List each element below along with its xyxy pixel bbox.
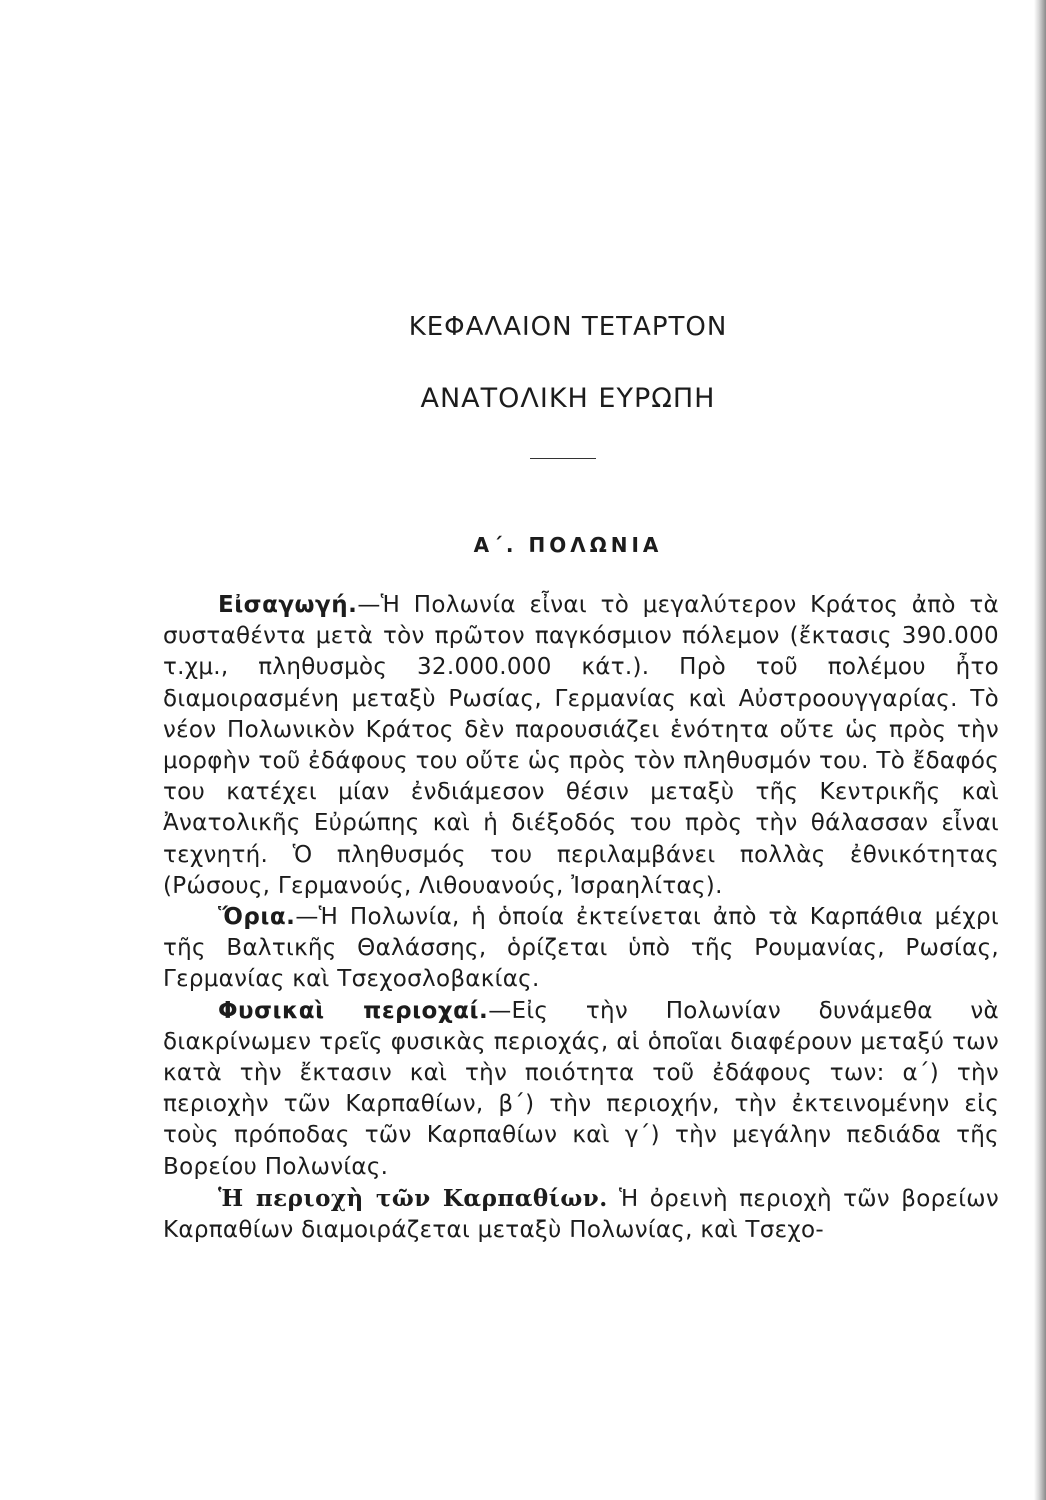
paragraph-text: Ἡ ὀρεινὴ περιοχὴ τῶν βορείων Καρπαθίων διαμοιράζεται μεταξὺ Πολωνίας, καὶ Τσεχο- bbox=[163, 1185, 999, 1244]
page-edge-shadow bbox=[1034, 0, 1046, 1500]
section-heading: Α΄. ΠΟΛΩΝΙΑ bbox=[473, 533, 663, 557]
paragraph-text: —Ἡ Πολωνία, ἡ ὁποία ἐκτείνεται ἀπὸ τὰ Καρπάθια μέχρι τῆς Βαλτικῆς Θαλάσσης, ὁρίζεται ὑπὸ τῆς Ρουμανίας, Ρωσίας, Γερμανίας καὶ Τσεχοσλοβακίας. bbox=[163, 904, 999, 993]
paragraph-text: —Εἰς τὴν Πολωνίαν δυνάμεθα νὰ διακρίνωμεν τρεῖς φυσικὰς περιοχάς, αἱ ὁποῖαι διαφέρουν μεταξύ των κατὰ τὴν ἔκτασιν καὶ τὴν ποιότητα τοῦ ἐδάφους των: α΄) τὴν περιοχὴν τῶν Καρπαθίων, β΄) τὴν περιοχήν, τὴν ἐκτεινομένην εἰς τοὺς πρόποδας τῶν Καρπαθίων καὶ γ΄) τὴν μεγάλην πεδιάδα τῆς Βορείου Πολωνίας. bbox=[163, 997, 999, 1180]
paragraph-borders bbox=[163, 902, 999, 996]
title-divider bbox=[530, 458, 596, 459]
paragraph-lead: Εἰσαγωγή. bbox=[218, 592, 358, 618]
chapter-label: ΚΕΦΑΛΑΙΟΝ ΤΕΤΑΡΤΟΝ bbox=[408, 312, 728, 342]
paragraph-carpathian-region bbox=[163, 1183, 999, 1246]
paragraph-lead: Ἡ περιοχὴ τῶν Καρπαθίων. bbox=[218, 1184, 608, 1212]
paragraph-lead: Φυσικαὶ περιοχαί. bbox=[218, 997, 489, 1024]
body-text bbox=[163, 590, 999, 1246]
paragraph-natural-regions bbox=[163, 996, 999, 1183]
paragraph-lead: Ὅρια. bbox=[218, 904, 296, 931]
chapter-title: ΑΝΑΤΟΛΙΚΗ ΕΥΡΩΠΗ bbox=[420, 383, 716, 414]
paragraph-introduction bbox=[163, 590, 999, 902]
paragraph-text: —Ἡ Πολωνία εἶναι τὸ μεγαλύτερον Κράτος ἀπὸ τὰ συσταθέντα μετὰ τὸν πρῶτον παγκόσμιον πόλεμον (ἔκτασις 390.000 τ.χμ., πληθυσμὸς 32.000.000 κάτ.). Πρὸ τοῦ πολέμου ἦτο διαμοιρασμένη μεταξὺ Ρωσίας, Γερμανίας καὶ Αὐστροουγγαρίας. Τὸ νέον Πολωνικὸν Κράτος δὲν παρουσιάζει ἑνότητα οὔτε ὡς πρὸς τὴν μορφὴν τοῦ ἐδάφους του οὔτε ὡς πρὸς τὸν πληθυσμόν του. Τὸ ἔδαφός του κατέχει μίαν ἐνδιάμεσον θέσιν μεταξὺ τῆς Κεντρικῆς καὶ Ἀνατολικῆς Εὐρώπης καὶ ἡ διέξοδός του πρὸς τὴν θάλασσαν εἶναι τεχνητή. Ὁ πληθυσμός του περιλαμβάνει πολλὰς ἐθνικότητας (Ρώσους, Γερμανούς, Λιθουανούς, Ἰσραηλίτας). bbox=[163, 592, 999, 899]
